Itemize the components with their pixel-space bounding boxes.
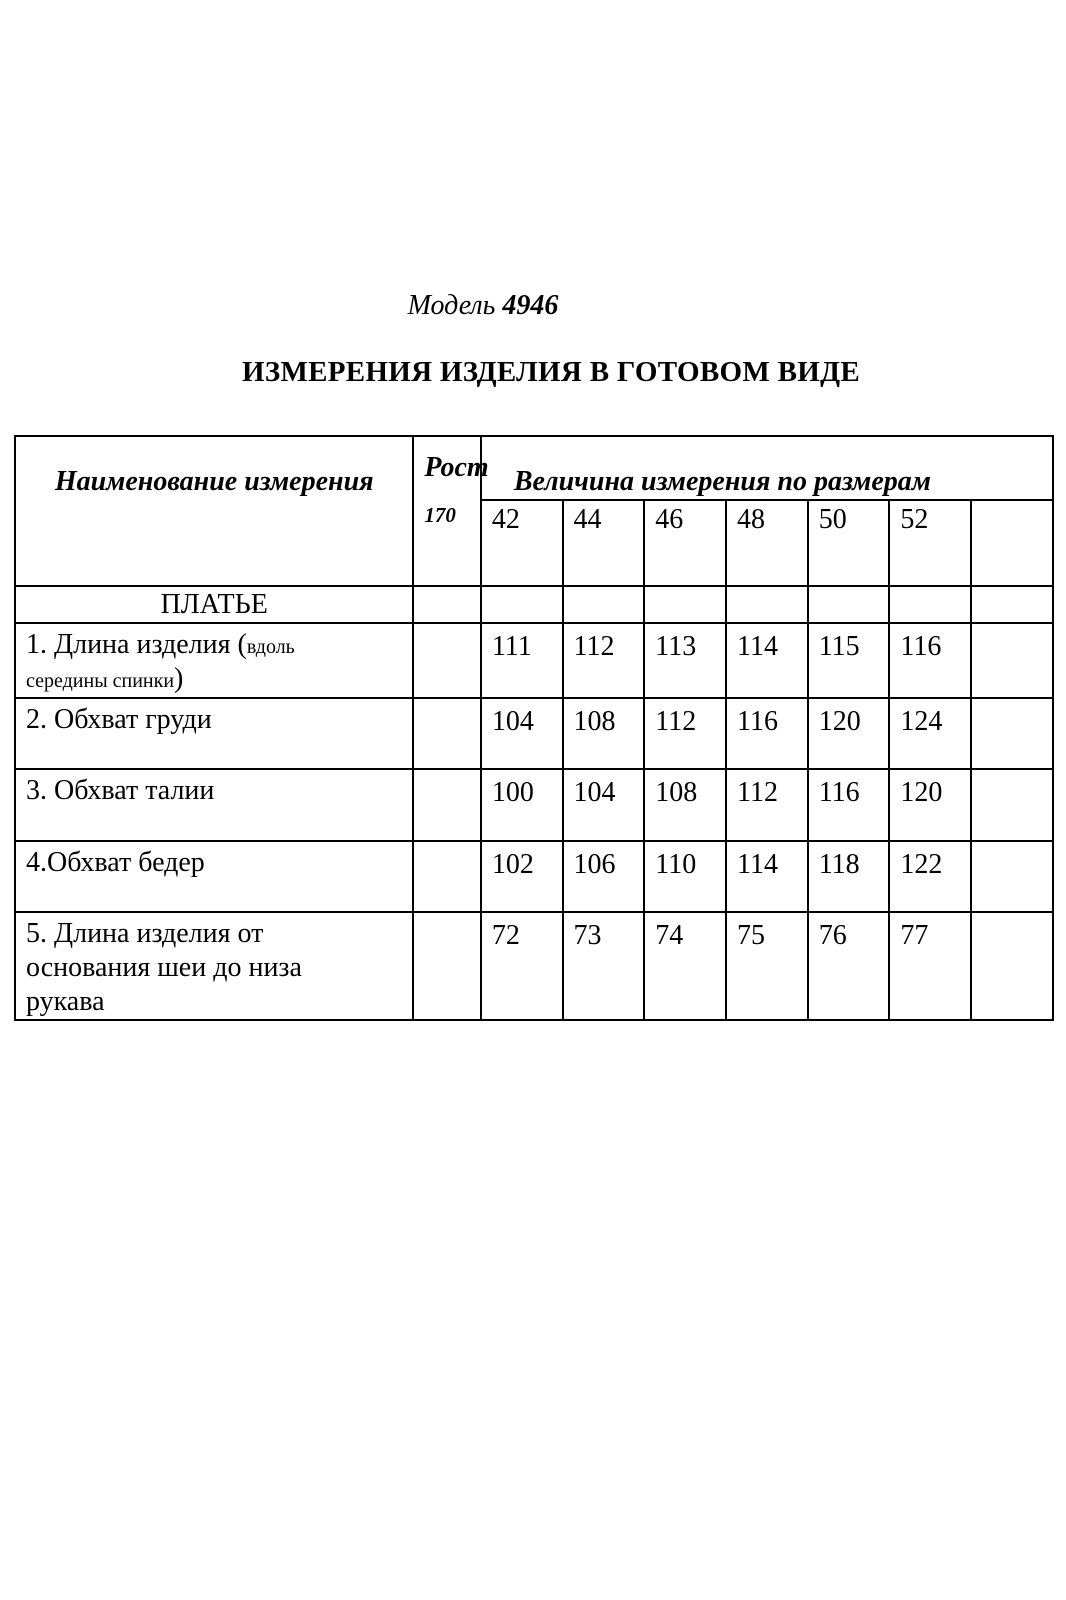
size-cell: 44 [563, 500, 645, 586]
table-row [15, 769, 1053, 841]
value-cell: 76 [808, 912, 890, 1020]
size-cell: 52 [889, 500, 971, 586]
document-heading [0, 356, 1066, 389]
rost-cell [413, 841, 480, 912]
value-cell: 108 [563, 698, 645, 769]
header-row-1 [15, 436, 1053, 500]
size-cell: 50 [808, 500, 890, 586]
table-row [15, 623, 1053, 697]
empty-cell [644, 586, 726, 623]
value-cell: 111 [481, 623, 563, 697]
empty-cell [481, 586, 563, 623]
value-cell: 102 [481, 841, 563, 912]
value-cell: 108 [644, 769, 726, 841]
row-label-note: середины спинки [26, 670, 175, 693]
row-label: 4.Обхват бедер [15, 841, 413, 912]
value-cell: 104 [563, 769, 645, 841]
value-cell [971, 698, 1053, 769]
value-cell: 113 [644, 623, 726, 697]
size-cell: 46 [644, 500, 726, 586]
value-cell: 115 [808, 623, 890, 697]
value-cell: 124 [889, 698, 971, 769]
value-cell [971, 769, 1053, 841]
heading-text: ИЗМЕРЕНИЯ ИЗДЕЛИЯ В ГОТОВОМ ВИДЕ [241, 356, 861, 388]
value-cell: 116 [889, 623, 971, 697]
value-cell: 120 [889, 769, 971, 841]
table-row [15, 912, 1053, 1020]
value-cell: 73 [563, 912, 645, 1020]
value-cell: 114 [726, 623, 808, 697]
empty-cell [726, 586, 808, 623]
value-cell: 75 [726, 912, 808, 1020]
size-group-header: Величина измерения по размерам [481, 436, 1053, 500]
value-cell: 114 [726, 841, 808, 912]
empty-cell [563, 586, 645, 623]
row-label-close: ) [174, 663, 184, 695]
model-title [0, 290, 1066, 322]
size-cell [971, 500, 1053, 586]
measurements-table [14, 435, 1054, 1021]
column-name-header: Наименование измерения [15, 436, 413, 586]
row-label [15, 912, 413, 1020]
value-cell: 100 [481, 769, 563, 841]
empty-cell [413, 586, 480, 623]
empty-cell [808, 586, 890, 623]
row-label-line: рукава [26, 985, 105, 1017]
row-label [15, 623, 413, 697]
value-cell: 112 [563, 623, 645, 697]
table-row [15, 841, 1053, 912]
value-cell: 116 [808, 769, 890, 841]
value-cell: 77 [889, 912, 971, 1020]
value-cell: 122 [889, 841, 971, 912]
size-cell: 42 [481, 500, 563, 586]
model-number: 4946 [502, 290, 559, 321]
value-cell [971, 912, 1053, 1020]
rost-cell [413, 623, 480, 697]
value-cell: 112 [726, 769, 808, 841]
row-label-main: 1. Длина изделия ( [26, 629, 247, 661]
value-cell: 120 [808, 698, 890, 769]
rost-cell [413, 769, 480, 841]
value-cell: 116 [726, 698, 808, 769]
rost-label: Рост [424, 452, 489, 483]
value-cell [971, 623, 1053, 697]
value-cell: 112 [644, 698, 726, 769]
row-label-line: 5. Длина изделия от [26, 917, 264, 949]
model-prefix: Модель [407, 290, 496, 321]
empty-cell [889, 586, 971, 623]
row-label: 2. Обхват груди [15, 698, 413, 769]
rost-cell [413, 912, 480, 1020]
section-row [15, 586, 1053, 623]
value-cell: 74 [644, 912, 726, 1020]
value-cell: 106 [563, 841, 645, 912]
empty-cell [971, 586, 1053, 623]
row-label-line: основания шеи до низа [26, 951, 302, 983]
row-label-note: вдоль [246, 636, 295, 659]
rost-header [413, 436, 489, 586]
rost-cell [413, 698, 480, 769]
row-label: 3. Обхват талии [15, 769, 413, 841]
value-cell: 110 [644, 841, 726, 912]
size-cell: 48 [726, 500, 808, 586]
value-cell: 118 [808, 841, 890, 912]
rost-value: 170 [424, 503, 456, 528]
table-row [15, 698, 1053, 769]
value-cell: 104 [481, 698, 563, 769]
section-label: ПЛАТЬЕ [15, 586, 413, 623]
value-cell: 72 [481, 912, 563, 1020]
value-cell [971, 841, 1053, 912]
